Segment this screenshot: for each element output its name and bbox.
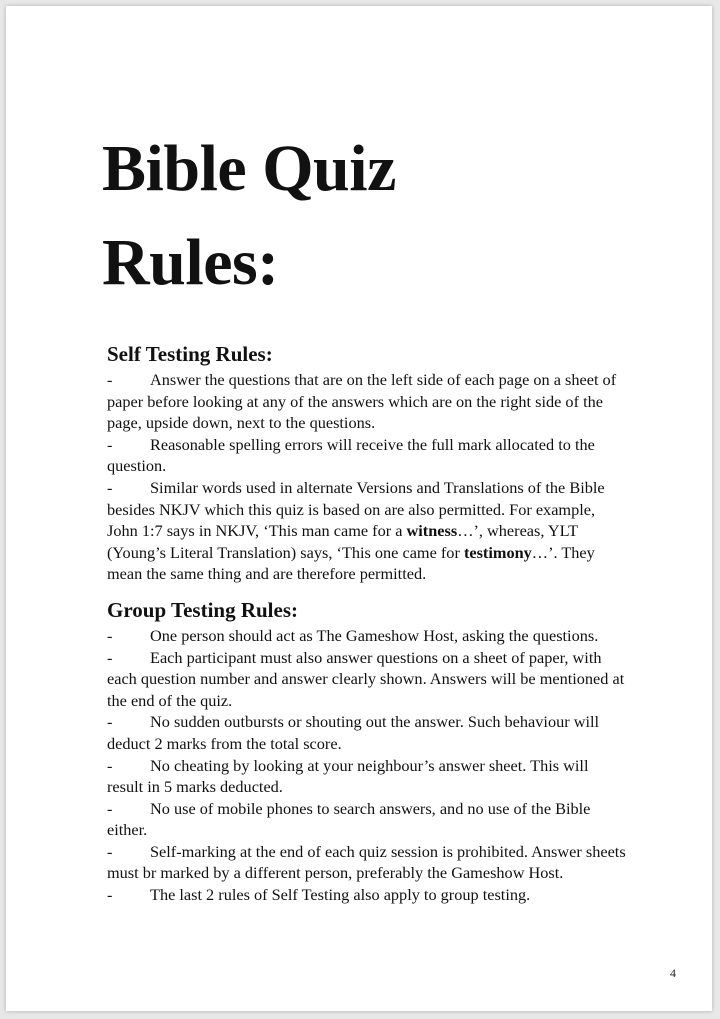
rule-text: Answer the questions that are on the left side of each page on a sheet of paper before looking at any of the answers which are on the right side of the page, upside down, next to the questions. — [107, 370, 617, 433]
page-title-line: Bible Quiz — [102, 132, 396, 205]
page-number: 4 — [670, 966, 676, 980]
document-page — [6, 6, 712, 1011]
bullet-dash: - — [107, 755, 113, 775]
rules-content — [107, 339, 627, 916]
group-testing-section — [107, 595, 627, 906]
rule-item — [107, 711, 627, 754]
bullet-dash: - — [107, 885, 113, 905]
rule-text: The last 2 rules of Self Testing also apply to group testing. — [150, 885, 531, 905]
rule-text: No sudden outbursts or shouting out the answer. Such behaviour will deduct 2 marks from the total score. — [107, 712, 600, 753]
rule-item — [107, 798, 627, 841]
bullet-dash: - — [107, 798, 113, 818]
bullet-dash: - — [107, 434, 113, 454]
rule-item — [107, 625, 627, 647]
bullet-dash: - — [107, 477, 113, 497]
rule-emphasis: testimony — [463, 542, 532, 562]
self-testing-section — [107, 339, 627, 585]
rule-item — [107, 841, 627, 884]
bullet-dash: - — [107, 712, 113, 732]
rule-item — [107, 884, 627, 906]
page-title — [102, 122, 396, 310]
bullet-dash: - — [107, 370, 113, 389]
rule-text: No use of mobile phones to search answers, and no use of the Bible either. — [107, 798, 591, 840]
section-heading: Group Testing Rules: — [107, 597, 298, 622]
rule-item — [107, 647, 627, 712]
bullet-dash: - — [107, 625, 113, 645]
page-title-line: Rules: — [102, 226, 279, 299]
rule-text: Reasonable spelling errors will receive the full mark allocated to the question. — [107, 434, 595, 476]
rule-item — [107, 369, 627, 434]
rule-text: Similar words used in alternate Versions and Translations of the Bible besides NKJV which this quiz is based on are also permitted. For example, John 1:7 says in NKJV, ‘This man came for a — [107, 477, 605, 541]
bullet-dash: - — [107, 841, 113, 861]
rule-item — [107, 434, 627, 477]
bullet-dash: - — [107, 647, 113, 667]
rule-item — [107, 755, 627, 798]
rule-text: One person should act as The Gameshow Host, asking the questions. — [150, 625, 599, 645]
rule-text: Each participant must also answer questions on a sheet of paper, with each question number and answer clearly shown. Answers will be mentioned at the end of the quiz. — [107, 647, 625, 710]
rule-text: No cheating by looking at your neighbour’s answer sheet. This will result in 5 marks deducted. — [107, 755, 589, 797]
section-heading: Self Testing Rules: — [107, 342, 273, 366]
rule-text: …’, whereas, YLT (Young’s Literal Translation) says, ‘This one came for — [107, 521, 578, 562]
rule-text: Self-marking at the end of each quiz session is prohibited. Answer sheets must br marked by a different person, preferably the Gameshow Host. — [107, 841, 626, 883]
rule-emphasis: witness — [406, 521, 458, 541]
rule-text: …’. They mean the same thing and are therefore permitted. — [107, 542, 595, 584]
rule-item — [107, 477, 627, 585]
